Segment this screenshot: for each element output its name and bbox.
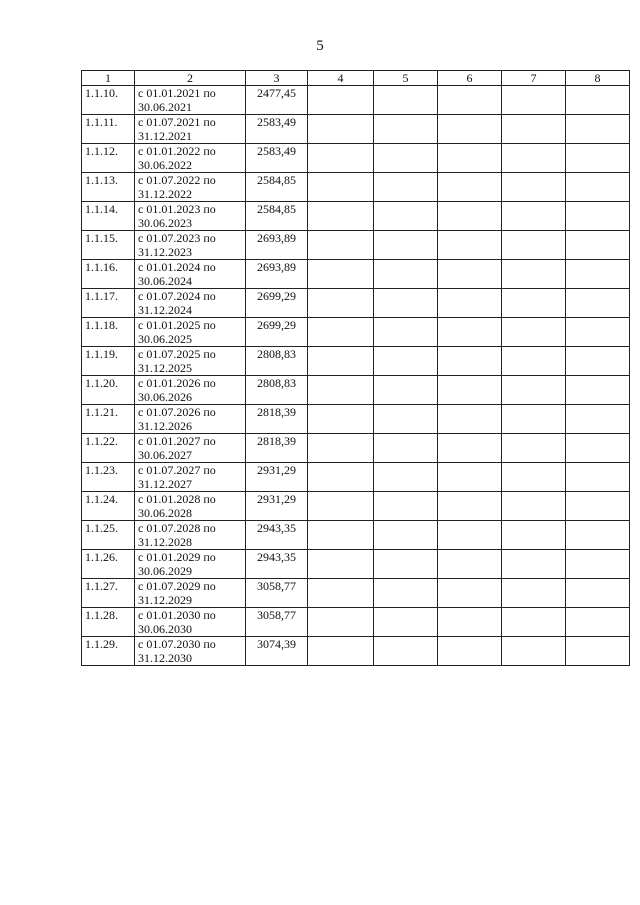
row-number: 1.1.19.	[82, 347, 135, 376]
period-end: 31.12.2022	[138, 187, 192, 201]
empty-cell-col-8	[566, 579, 630, 608]
empty-cell-col-6	[438, 405, 502, 434]
empty-cell-col-4	[308, 231, 374, 260]
empty-cell-col-5	[374, 608, 438, 637]
period-cell	[135, 492, 246, 521]
period-cell	[135, 318, 246, 347]
tariff-value: 2931,29	[246, 492, 308, 521]
empty-cell-col-4	[308, 115, 374, 144]
empty-cell-col-7	[502, 405, 566, 434]
tariff-value: 2931,29	[246, 463, 308, 492]
empty-cell-col-5	[374, 521, 438, 550]
period-end: 31.12.2023	[138, 245, 192, 259]
row-number: 1.1.12.	[82, 144, 135, 173]
table-row	[82, 463, 630, 492]
period-start: с 01.01.2026 по	[138, 376, 216, 390]
period-cell	[135, 86, 246, 115]
empty-cell-col-7	[502, 318, 566, 347]
tariff-value: 2693,89	[246, 260, 308, 289]
empty-cell-col-4	[308, 376, 374, 405]
tariff-value: 2943,35	[246, 550, 308, 579]
table-row	[82, 289, 630, 318]
empty-cell-col-6	[438, 550, 502, 579]
column-header-7: 7	[502, 71, 566, 86]
empty-cell-col-5	[374, 492, 438, 521]
empty-cell-col-8	[566, 637, 630, 666]
empty-cell-col-4	[308, 144, 374, 173]
column-header-2: 2	[135, 71, 246, 86]
empty-cell-col-8	[566, 608, 630, 637]
period-end: 30.06.2021	[138, 100, 192, 114]
empty-cell-col-7	[502, 579, 566, 608]
empty-cell-col-6	[438, 260, 502, 289]
period-start: с 01.07.2021 по	[138, 115, 216, 129]
tariff-value: 2808,83	[246, 347, 308, 376]
tariff-value: 2699,29	[246, 318, 308, 347]
table-row	[82, 231, 630, 260]
empty-cell-col-5	[374, 202, 438, 231]
tariff-table	[81, 70, 630, 666]
column-header-3: 3	[246, 71, 308, 86]
empty-cell-col-7	[502, 173, 566, 202]
empty-cell-col-7	[502, 347, 566, 376]
tariff-value: 2584,85	[246, 202, 308, 231]
period-end: 30.06.2030	[138, 622, 192, 636]
empty-cell-col-7	[502, 231, 566, 260]
empty-cell-col-4	[308, 492, 374, 521]
empty-cell-col-5	[374, 289, 438, 318]
empty-cell-col-6	[438, 521, 502, 550]
column-header-5: 5	[374, 71, 438, 86]
period-start: с 01.07.2025 по	[138, 347, 216, 361]
period-end: 31.12.2029	[138, 593, 192, 607]
row-number: 1.1.24.	[82, 492, 135, 521]
empty-cell-col-7	[502, 376, 566, 405]
empty-cell-col-4	[308, 521, 374, 550]
empty-cell-col-8	[566, 434, 630, 463]
table-row	[82, 550, 630, 579]
empty-cell-col-8	[566, 521, 630, 550]
empty-cell-col-7	[502, 637, 566, 666]
period-start: с 01.01.2029 по	[138, 550, 216, 564]
period-cell	[135, 376, 246, 405]
empty-cell-col-4	[308, 318, 374, 347]
empty-cell-col-5	[374, 405, 438, 434]
period-start: с 01.07.2022 по	[138, 173, 216, 187]
table-row	[82, 202, 630, 231]
empty-cell-col-7	[502, 260, 566, 289]
empty-cell-col-5	[374, 144, 438, 173]
period-cell	[135, 608, 246, 637]
period-end: 30.06.2022	[138, 158, 192, 172]
table-row	[82, 405, 630, 434]
row-number: 1.1.15.	[82, 231, 135, 260]
row-number: 1.1.29.	[82, 637, 135, 666]
tariff-value: 2583,49	[246, 115, 308, 144]
table-row	[82, 579, 630, 608]
period-end: 30.06.2023	[138, 216, 192, 230]
tariff-value: 2584,85	[246, 173, 308, 202]
empty-cell-col-7	[502, 550, 566, 579]
empty-cell-col-7	[502, 608, 566, 637]
period-start: с 01.01.2024 по	[138, 260, 216, 274]
tariff-value: 2818,39	[246, 434, 308, 463]
table-row	[82, 637, 630, 666]
empty-cell-col-4	[308, 405, 374, 434]
period-start: с 01.07.2026 по	[138, 405, 216, 419]
empty-cell-col-6	[438, 86, 502, 115]
period-end: 31.12.2026	[138, 419, 192, 433]
table-body	[82, 86, 630, 666]
row-number: 1.1.27.	[82, 579, 135, 608]
empty-cell-col-8	[566, 376, 630, 405]
empty-cell-col-5	[374, 463, 438, 492]
column-header-6: 6	[438, 71, 502, 86]
empty-cell-col-8	[566, 202, 630, 231]
row-number: 1.1.11.	[82, 115, 135, 144]
table-row	[82, 492, 630, 521]
page-number: 5	[316, 38, 324, 54]
period-start: с 01.01.2025 по	[138, 318, 216, 332]
period-end: 31.12.2028	[138, 535, 192, 549]
tariff-value: 2477,45	[246, 86, 308, 115]
period-start: с 01.01.2021 по	[138, 86, 216, 100]
empty-cell-col-4	[308, 202, 374, 231]
empty-cell-col-4	[308, 289, 374, 318]
tariff-value: 2808,83	[246, 376, 308, 405]
empty-cell-col-5	[374, 550, 438, 579]
period-cell	[135, 173, 246, 202]
tariff-value: 3058,77	[246, 579, 308, 608]
period-cell	[135, 289, 246, 318]
row-number: 1.1.25.	[82, 521, 135, 550]
empty-cell-col-5	[374, 115, 438, 144]
period-cell	[135, 550, 246, 579]
empty-cell-col-6	[438, 318, 502, 347]
period-end: 31.12.2030	[138, 651, 192, 665]
period-start: с 01.07.2027 по	[138, 463, 216, 477]
row-number: 1.1.22.	[82, 434, 135, 463]
period-start: с 01.07.2030 по	[138, 637, 216, 651]
period-end: 31.12.2025	[138, 361, 192, 375]
table-row	[82, 521, 630, 550]
empty-cell-col-6	[438, 579, 502, 608]
empty-cell-col-6	[438, 144, 502, 173]
period-start: с 01.01.2027 по	[138, 434, 216, 448]
empty-cell-col-5	[374, 376, 438, 405]
period-start: с 01.07.2023 по	[138, 231, 216, 245]
row-number: 1.1.10.	[82, 86, 135, 115]
period-cell	[135, 579, 246, 608]
period-cell	[135, 521, 246, 550]
empty-cell-col-8	[566, 289, 630, 318]
table-row	[82, 434, 630, 463]
empty-cell-col-7	[502, 289, 566, 318]
empty-cell-col-4	[308, 463, 374, 492]
header-row	[82, 71, 630, 86]
period-start: с 01.01.2023 по	[138, 202, 216, 216]
table-row	[82, 260, 630, 289]
table-row	[82, 173, 630, 202]
empty-cell-col-8	[566, 405, 630, 434]
period-end: 30.06.2027	[138, 448, 192, 462]
empty-cell-col-8	[566, 115, 630, 144]
table-row	[82, 376, 630, 405]
empty-cell-col-5	[374, 86, 438, 115]
row-number: 1.1.20.	[82, 376, 135, 405]
column-header-4: 4	[308, 71, 374, 86]
empty-cell-col-6	[438, 376, 502, 405]
period-start: с 01.01.2022 по	[138, 144, 216, 158]
empty-cell-col-8	[566, 463, 630, 492]
empty-cell-col-4	[308, 86, 374, 115]
period-start: с 01.01.2030 по	[138, 608, 216, 622]
table-row	[82, 608, 630, 637]
empty-cell-col-6	[438, 463, 502, 492]
empty-cell-col-4	[308, 579, 374, 608]
tariff-value: 2818,39	[246, 405, 308, 434]
period-start: с 01.07.2028 по	[138, 521, 216, 535]
tariff-value: 3058,77	[246, 608, 308, 637]
empty-cell-col-6	[438, 608, 502, 637]
period-start: с 01.01.2028 по	[138, 492, 216, 506]
period-end: 31.12.2021	[138, 129, 192, 143]
period-end: 30.06.2024	[138, 274, 192, 288]
empty-cell-col-5	[374, 260, 438, 289]
empty-cell-col-5	[374, 231, 438, 260]
period-cell	[135, 637, 246, 666]
empty-cell-col-7	[502, 144, 566, 173]
empty-cell-col-8	[566, 144, 630, 173]
empty-cell-col-6	[438, 289, 502, 318]
period-cell	[135, 347, 246, 376]
empty-cell-col-6	[438, 347, 502, 376]
row-number: 1.1.28.	[82, 608, 135, 637]
table-row	[82, 347, 630, 376]
row-number: 1.1.17.	[82, 289, 135, 318]
empty-cell-col-5	[374, 173, 438, 202]
period-end: 30.06.2029	[138, 564, 192, 578]
table-row	[82, 115, 630, 144]
row-number: 1.1.21.	[82, 405, 135, 434]
empty-cell-col-5	[374, 579, 438, 608]
empty-cell-col-6	[438, 173, 502, 202]
empty-cell-col-8	[566, 260, 630, 289]
empty-cell-col-5	[374, 347, 438, 376]
row-number: 1.1.18.	[82, 318, 135, 347]
empty-cell-col-5	[374, 434, 438, 463]
row-number: 1.1.26.	[82, 550, 135, 579]
empty-cell-col-7	[502, 492, 566, 521]
period-end: 30.06.2025	[138, 332, 192, 346]
period-end: 30.06.2028	[138, 506, 192, 520]
empty-cell-col-6	[438, 115, 502, 144]
row-number: 1.1.16.	[82, 260, 135, 289]
empty-cell-col-5	[374, 318, 438, 347]
empty-cell-col-8	[566, 550, 630, 579]
empty-cell-col-6	[438, 434, 502, 463]
empty-cell-col-7	[502, 86, 566, 115]
period-cell	[135, 405, 246, 434]
empty-cell-col-7	[502, 463, 566, 492]
period-end: 31.12.2024	[138, 303, 192, 317]
table-row	[82, 86, 630, 115]
tariff-value: 2583,49	[246, 144, 308, 173]
column-header-8: 8	[566, 71, 630, 86]
empty-cell-col-8	[566, 318, 630, 347]
tariff-value: 2699,29	[246, 289, 308, 318]
empty-cell-col-6	[438, 231, 502, 260]
empty-cell-col-8	[566, 347, 630, 376]
period-end: 30.06.2026	[138, 390, 192, 404]
tariff-value: 3074,39	[246, 637, 308, 666]
empty-cell-col-4	[308, 637, 374, 666]
empty-cell-col-4	[308, 260, 374, 289]
empty-cell-col-8	[566, 231, 630, 260]
empty-cell-col-6	[438, 637, 502, 666]
empty-cell-col-8	[566, 492, 630, 521]
empty-cell-col-8	[566, 86, 630, 115]
empty-cell-col-7	[502, 115, 566, 144]
empty-cell-col-6	[438, 202, 502, 231]
empty-cell-col-7	[502, 434, 566, 463]
period-cell	[135, 434, 246, 463]
period-start: с 01.07.2029 по	[138, 579, 216, 593]
tariff-value: 2693,89	[246, 231, 308, 260]
row-number: 1.1.14.	[82, 202, 135, 231]
period-cell	[135, 115, 246, 144]
empty-cell-col-7	[502, 521, 566, 550]
period-cell	[135, 202, 246, 231]
table-row	[82, 144, 630, 173]
empty-cell-col-4	[308, 608, 374, 637]
table-row	[82, 318, 630, 347]
period-end: 31.12.2027	[138, 477, 192, 491]
empty-cell-col-5	[374, 637, 438, 666]
empty-cell-col-8	[566, 173, 630, 202]
period-cell	[135, 260, 246, 289]
period-start: с 01.07.2024 по	[138, 289, 216, 303]
empty-cell-col-4	[308, 550, 374, 579]
empty-cell-col-4	[308, 434, 374, 463]
period-cell	[135, 463, 246, 492]
empty-cell-col-7	[502, 202, 566, 231]
empty-cell-col-6	[438, 492, 502, 521]
period-cell	[135, 231, 246, 260]
empty-cell-col-4	[308, 347, 374, 376]
empty-cell-col-4	[308, 173, 374, 202]
tariff-value: 2943,35	[246, 521, 308, 550]
period-cell	[135, 144, 246, 173]
row-number: 1.1.23.	[82, 463, 135, 492]
row-number: 1.1.13.	[82, 173, 135, 202]
column-header-1: 1	[82, 71, 135, 86]
